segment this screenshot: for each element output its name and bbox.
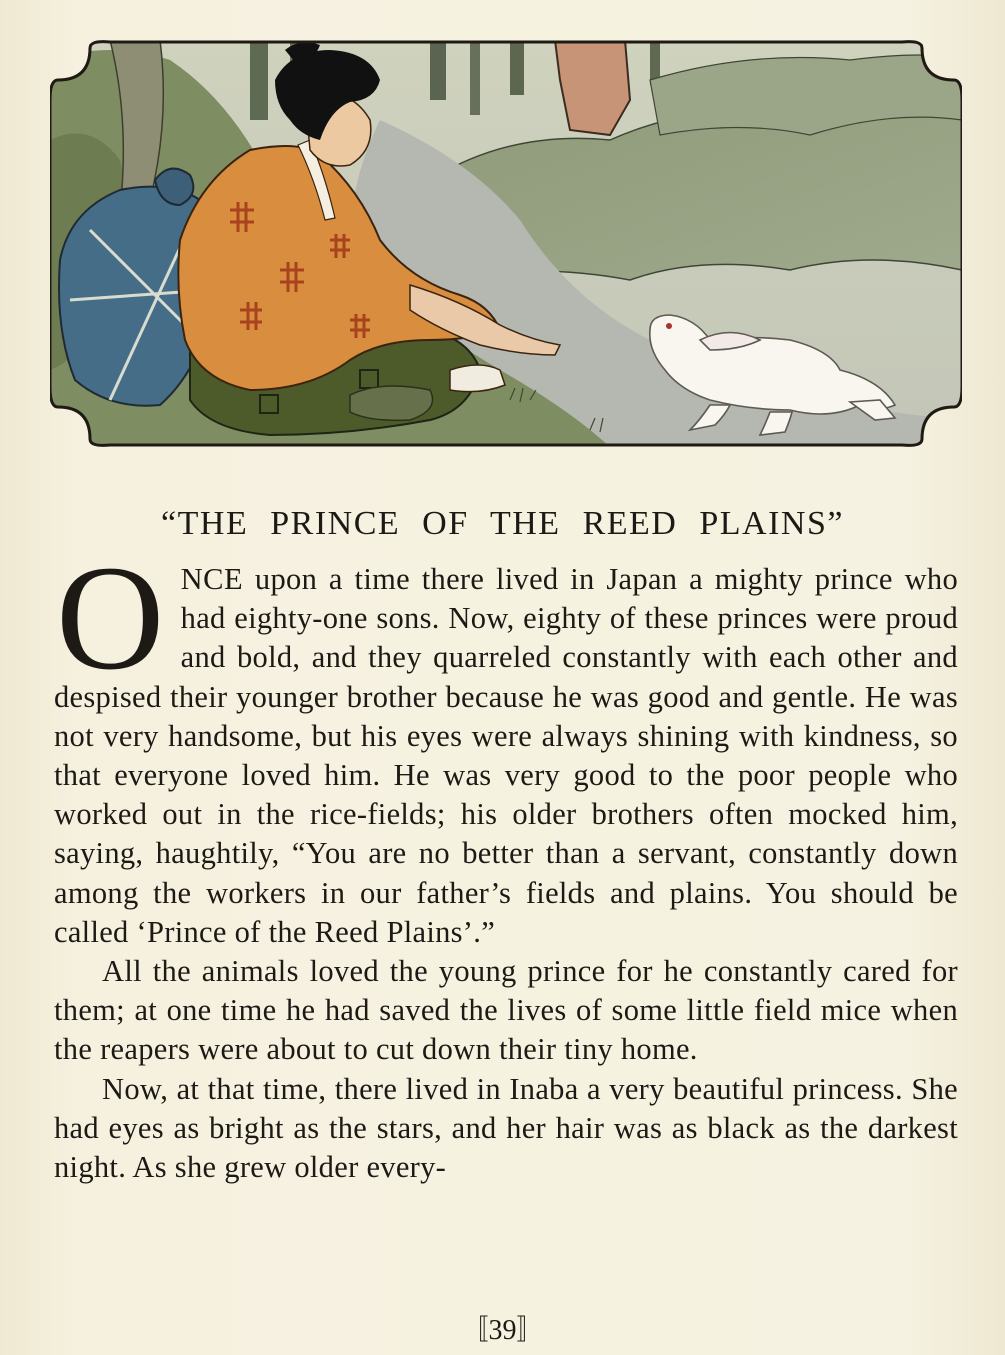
page-number xyxy=(0,1314,1005,1348)
paragraph-3: Now, at that time, there lived in Inaba a very beautiful princess. She had eyes as bright as the stars, and her hair was as black as the darkest night. As she grew older every- xyxy=(54,1071,958,1185)
paragraph-1-text: upon a time there lived in Japan a mighty prince who had eighty-one sons. Now, eighty of these princes were proud and bold, and they quarreled constantly with each other and despised their younger brother because he was good and gentle. He was not very handsome, but his eyes were always shining with kindness, so that everyone loved him. He was very good to the poor people who worked out in the rice-fields; his older brothers often mocked him, saying, haughtily, “You are no better than a servant, constantly down among the workers in our father’s fields and plains. You should be called ‘Prince of the Reed Plains’.” xyxy=(54,562,958,949)
paragraph-2: All the animals loved the young prince for he constantly cared for them; at one time he had saved the lives of some little field mice when the reapers were about to cut down their tiny home. xyxy=(54,954,958,1067)
page-number-left-bracket: 〚 xyxy=(460,1315,489,1346)
paragraph-1 xyxy=(54,535,958,952)
lead-word: NCE xyxy=(180,562,244,596)
drop-cap-letter: O xyxy=(56,535,165,701)
page-number-value: 39 xyxy=(488,1315,517,1346)
chapter-title: “THE PRINCE OF THE REED PLAINS” xyxy=(161,505,844,542)
story-illustration xyxy=(50,40,962,447)
page-number-right-bracket: 〛 xyxy=(516,1315,545,1346)
story-text xyxy=(54,535,958,1187)
